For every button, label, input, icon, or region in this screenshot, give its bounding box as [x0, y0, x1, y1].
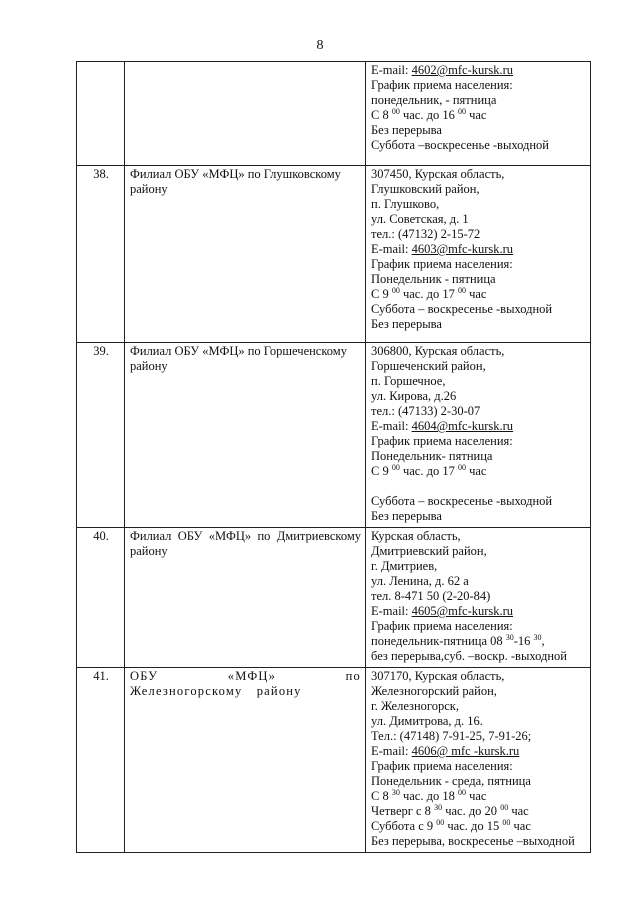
schedule-header: График приема населения:	[371, 619, 513, 633]
phone: тел.: (47133) 2-30-07	[371, 404, 481, 418]
email-line: E-mail: 4605@mfc-kursk.ru	[371, 604, 514, 618]
break-weekend-info: без перерыва,суб. –воскр. -выходной	[371, 649, 567, 663]
address-settlement: г. Дмитриев,	[371, 559, 438, 573]
weekend-info: Суббота –воскресенье -выходной	[371, 138, 549, 152]
table-row	[77, 668, 591, 853]
email-link[interactable]: 4603@mfc-kursk.ru	[411, 242, 514, 256]
row-number: 41.	[77, 668, 125, 853]
email-line: E-mail: 4602@mfc-kursk.ru	[371, 63, 514, 77]
address-district: Глушковский район,	[371, 182, 480, 196]
phone: тел.: (47132) 2-15-72	[371, 227, 481, 241]
email-link[interactable]: 4606@ mfc -kursk.ru	[411, 744, 520, 758]
branch-name: Филиал ОБУ «МФЦ» по Дмитриевскому району	[125, 528, 366, 668]
weekend-info: Суббота – воскресенье -выходной	[371, 302, 553, 316]
address-district: Горшеченский район,	[371, 359, 486, 373]
schedule-hours-weekdays: С 8 $^{30}$ час. до 18 $^{00}$ час	[371, 788, 487, 803]
mfc-branches-table	[76, 61, 591, 853]
branch-name: Филиал ОБУ «МФЦ» по Горшеченскому району	[125, 343, 366, 528]
address-postal: 306800, Курская область,	[371, 344, 505, 358]
email-link[interactable]: 4605@mfc-kursk.ru	[411, 604, 514, 618]
branch-info-cell	[366, 166, 591, 343]
schedule-hours: С 9 $^{00}$ час. до 17 $^{00}$ час	[371, 463, 487, 478]
branch-info-cell	[366, 343, 591, 528]
table-row	[77, 166, 591, 343]
address-district: Дмитриевский район,	[371, 544, 487, 558]
phone: Тел.: (47148) 7-91-25, 7-91-26;	[371, 729, 532, 743]
schedule-hours-saturday: Суббота с 9 $^{00}$ час. до 15 $^{00}$ час	[371, 818, 531, 833]
branch-info-cell	[366, 668, 591, 853]
email-link[interactable]: 4602@mfc-kursk.ru	[411, 63, 514, 77]
table-row	[77, 343, 591, 528]
table-row	[77, 62, 591, 166]
schedule-days: Понедельник - пятница	[371, 272, 496, 286]
address-street: ул. Димитрова, д. 16.	[371, 714, 483, 728]
schedule-days: Понедельник - среда, пятница	[371, 774, 531, 788]
schedule-days-hours: понедельник-пятница 08 $^{30}$-16 $^{30}$,	[371, 633, 545, 648]
email-link[interactable]: 4604@mfc-kursk.ru	[411, 419, 514, 433]
row-number: 38.	[77, 166, 125, 343]
schedule-header: График приема населения:	[371, 78, 513, 92]
address-settlement: п. Горшечное,	[371, 374, 446, 388]
schedule-days: понедельник, - пятница	[371, 93, 497, 107]
weekend-info: Суббота – воскресенье -выходной	[371, 494, 553, 508]
schedule-header: График приема населения:	[371, 434, 513, 448]
email-line: E-mail: 4603@mfc-kursk.ru	[371, 242, 514, 256]
blank-line	[371, 479, 586, 494]
table-row	[77, 528, 591, 668]
break-weekend-info: Без перерыва, воскресенье –выходной	[371, 834, 575, 848]
address-settlement: п. Глушково,	[371, 197, 440, 211]
break-info: Без перерыва	[371, 123, 442, 137]
address-street: ул. Советская, д. 1	[371, 212, 469, 226]
schedule-hours: С 8 $^{00}$ час. до 16 $^{00}$ час	[371, 107, 487, 122]
address-postal: 307450, Курская область,	[371, 167, 505, 181]
break-info: Без перерыва	[371, 317, 442, 331]
address-street: ул. Ленина, д. 62 а	[371, 574, 469, 588]
schedule-hours: С 9 $^{00}$ час. до 17 $^{00}$ час	[371, 286, 487, 301]
page-number: 8	[316, 38, 324, 53]
email-line: E-mail: 4606@ mfc -kursk.ru	[371, 744, 520, 758]
branch-name: ОБУ «МФЦ» по Железногорскому району	[125, 668, 366, 853]
row-number-cell	[77, 62, 125, 166]
branch-name-cell	[125, 62, 366, 166]
schedule-hours-thursday: Четверг с 8 $^{30}$ час. до 20 $^{00}$ час	[371, 803, 529, 818]
address-postal: 307170, Курская область,	[371, 669, 505, 683]
email-line: E-mail: 4604@mfc-kursk.ru	[371, 419, 514, 433]
address-settlement: г. Железногорск,	[371, 699, 459, 713]
row-number: 40.	[77, 528, 125, 668]
address-region: Курская область,	[371, 529, 461, 543]
address-district: Железногорский район,	[371, 684, 497, 698]
schedule-header: График приема населения:	[371, 257, 513, 271]
address-street: ул. Кирова, д.26	[371, 389, 457, 403]
branch-info-cell	[366, 528, 591, 668]
branch-name: Филиал ОБУ «МФЦ» по Глушковскому району	[125, 166, 366, 343]
branch-info-cell	[366, 62, 591, 166]
schedule-header: График приема населения:	[371, 759, 513, 773]
row-number: 39.	[77, 343, 125, 528]
schedule-days: Понедельник- пятница	[371, 449, 493, 463]
break-info: Без перерыва	[371, 509, 442, 523]
phone: тел. 8-471 50 (2-20-84)	[371, 589, 491, 603]
